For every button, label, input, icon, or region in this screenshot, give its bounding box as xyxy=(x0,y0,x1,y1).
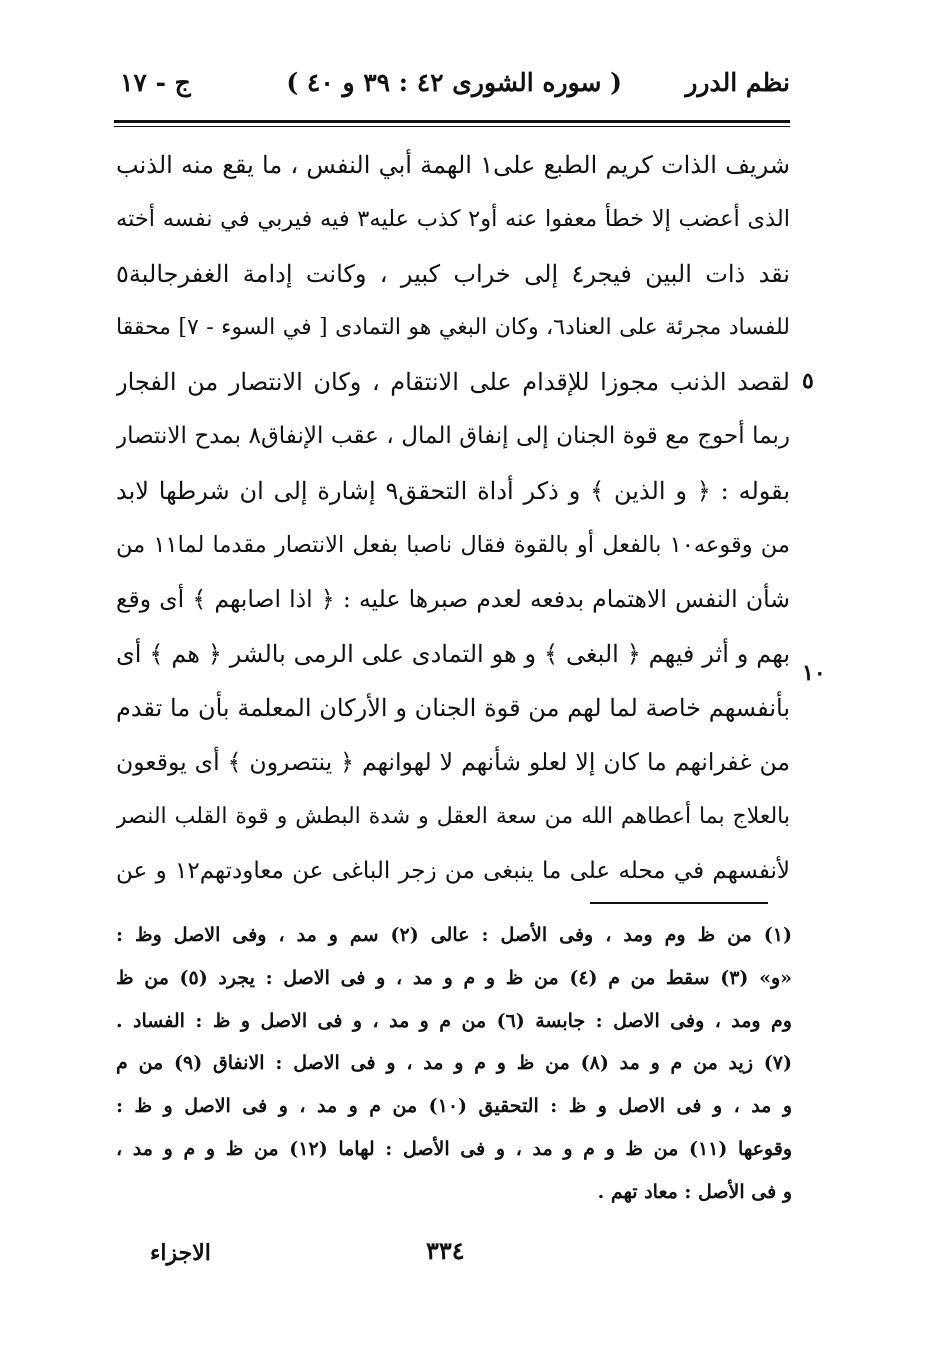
text-line: بالعلاج بما أعطاهم الله من سعة العقل و شدة البطش و قوة القلب النصر xyxy=(116,803,790,829)
footnotes xyxy=(116,914,792,1214)
text-line: بقوله : ﴿ و الذين ﴾ و ذكر أداة التحقق٩ إشارة إلى ان شرطها لابد xyxy=(116,476,790,505)
surah-reference: ( سوره الشورى ٤٢ : ٣٩ و ٤٠ ) xyxy=(286,68,622,97)
signature-mark: الاجزاء xyxy=(150,1240,211,1266)
header-rule-thick xyxy=(114,120,790,123)
footnote-line: «و» (٣) سقط من م (٤) من ظ و م و مد ، و فى الاصل : يجرد (٥) من ظ xyxy=(116,966,792,989)
running-header xyxy=(120,68,790,120)
margin-line-number: ٥ xyxy=(802,368,814,394)
footnote-separator xyxy=(590,902,768,904)
book-title: نظم الدرر xyxy=(685,68,790,97)
text-line: من غفرانهم ما كان إلا لعلو شأنهم لا لهوانهم ﴿ ينتصرون ﴾ أى يوقعون xyxy=(116,748,790,777)
footnote-line: وقوعها (١١) من ظ و م و مد ، و فى الأصل : لهاما (١٢) من ظ و م و مد ، xyxy=(116,1137,792,1160)
volume-number: ج - ١٧ xyxy=(120,68,191,97)
footnote-line: وم ومد ، وفى الاصل : جابسة (٦) من م و مد ، و فى الاصل و ظ : الفساد . xyxy=(116,1009,792,1032)
page-number: ٣٣٤ xyxy=(426,1236,465,1265)
margin-line-number: ١٠ xyxy=(802,660,826,686)
text-line: بهم و أثر فيهم ﴿ البغى ﴾ و هو التمادى على الرمى بالشر ﴿ هم ﴾ أى xyxy=(116,639,790,668)
text-line: لقصد الذنب مجوزا للإقدام على الانتقام ، وكان الانتصار من الفجار xyxy=(116,368,790,397)
footnote-line: (١) من ظ وم ومد ، وفى الأصل : عالى (٢) سم و مد ، وفى الاصل وظ : xyxy=(116,924,792,946)
text-line: الذى أعضب إلا خطأ معفوا عنه أو٢ كذب عليه٣ فيه فيربي في نفسه أخته xyxy=(116,206,790,233)
footnote-line: (٧) زيد من م و مد (٨) من ظ و م و مد ، و فى الاصل : الانفاق (٩) من م xyxy=(116,1052,792,1075)
text-line: من وقوعه١٠ بالفعل أو بالقوة فقال ناصبا بفعل الانتصار مقدما لما١١ من xyxy=(116,532,790,559)
text-line: للفساد مجرئة على العناد٦، وكان البغي هو التمادى [ في السوء - ٧] محققا xyxy=(116,314,790,340)
text-line: شأن النفس الاهتمام بدفعه لعدم صبرها عليه : ﴿ اذا اصابهم ﴾ أى وقع xyxy=(116,585,790,614)
text-line: ربما أحوج مع قوة الجنان إلى إنفاق المال ، عقب الإنفاق٨ بمدح الانتصار xyxy=(116,423,790,450)
text-line: نقد ذات البين فيجر٤ إلى خراب كبير ، وكانت إدامة الغفرجالبة٥ xyxy=(116,259,790,288)
text-line: شريف الذات كريم الطبع على١ الهمة أبي النفس ، ما يقع منه الذنب xyxy=(116,151,790,179)
main-text xyxy=(116,138,790,898)
footnote-line: و فى الأصل : معاد تهم . xyxy=(597,1180,792,1203)
footnote-line: و مد ، و فى الاصل و ظ : التحقيق (١٠) من م و مد ، و فى الاصل و ظ : xyxy=(116,1095,792,1118)
header-rule-thin xyxy=(114,126,790,127)
text-line: لأنفسهم في محله على ما ينبغى من زجر الباغى عن معاودتهم١٢ و عن xyxy=(116,857,790,884)
text-line: بأنفسهم خاصة لما لهم من قوة الجنان و الأركان المعلمة بأن ما تقدم xyxy=(116,693,790,722)
